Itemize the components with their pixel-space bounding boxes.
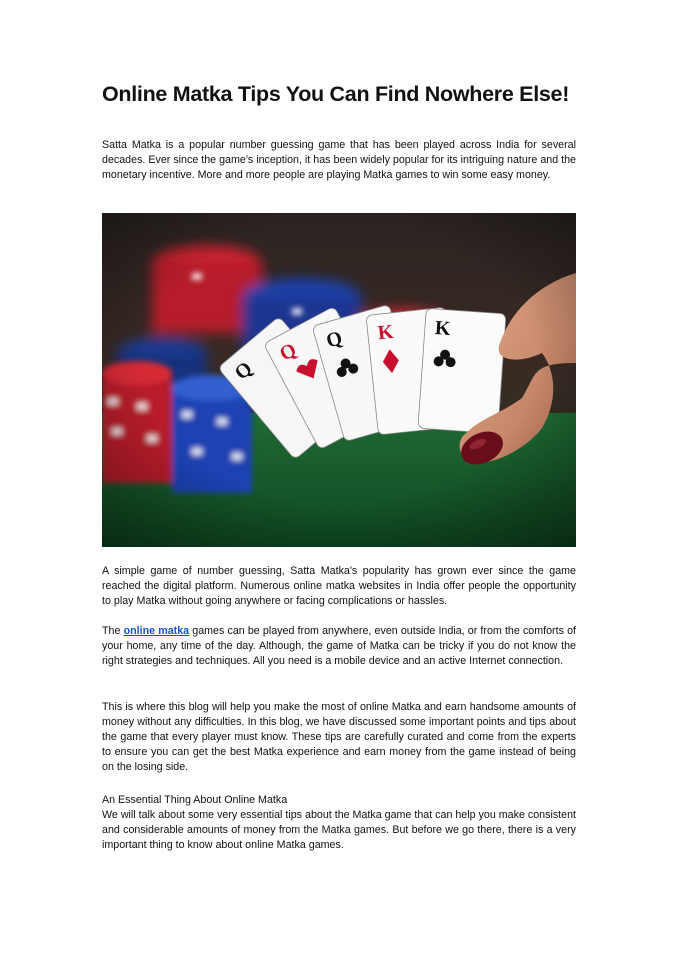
paragraph-prefix: The	[102, 625, 124, 637]
poker-cards-chips-photo	[102, 213, 576, 547]
paragraph-play-anywhere	[102, 624, 576, 669]
paragraph-blog-help: This is where this blog will help you make the most of online Matka and earn handsome amounts of money without any difficulties. In this blog, we have discussed some important points and tips about the game that every player must know. These tips are carefully curated and come from the experts to ensure you can get the best Matka experience and earn money from the game instead of being on the losing side.	[102, 701, 576, 773]
paragraph-suffix: games can be played from anywhere, even outside India, or from the comforts of your home, any time of the day. Although, the game of Matka can be tricky if you do not know the right strategies and techniques. All you need is a mobile device and an active Internet connection.	[102, 625, 576, 667]
section-subheading: An Essential Thing About Online Matka	[102, 794, 288, 806]
paragraph-digital-platform: A simple game of number guessing, Satta Matka's popularity has grown ever since the game reached the digital platform. Numerous online matka websites in India offer people the opportunity to play Matka without going anywhere or facing complications or hassles.	[102, 565, 576, 607]
intro-paragraph: Satta Matka is a popular number guessing game that has been played across India for several decades. Ever since the game's inception, it has been widely popular for its intriguing nature and the monetary incentive. More and more people are playing Matka games to win some easy money.	[102, 139, 576, 181]
online-matka-link[interactable]: online matka	[123, 625, 190, 637]
paragraph-essential-tips: We will talk about some very essential tips about the Matka game that can help you make consistent and considerable amounts of money from the Matka games. But before we go there, there is a very important thing to know about online Matka games.	[102, 809, 576, 851]
page-title: Online Matka Tips You Can Find Nowhere Else!	[102, 82, 570, 106]
